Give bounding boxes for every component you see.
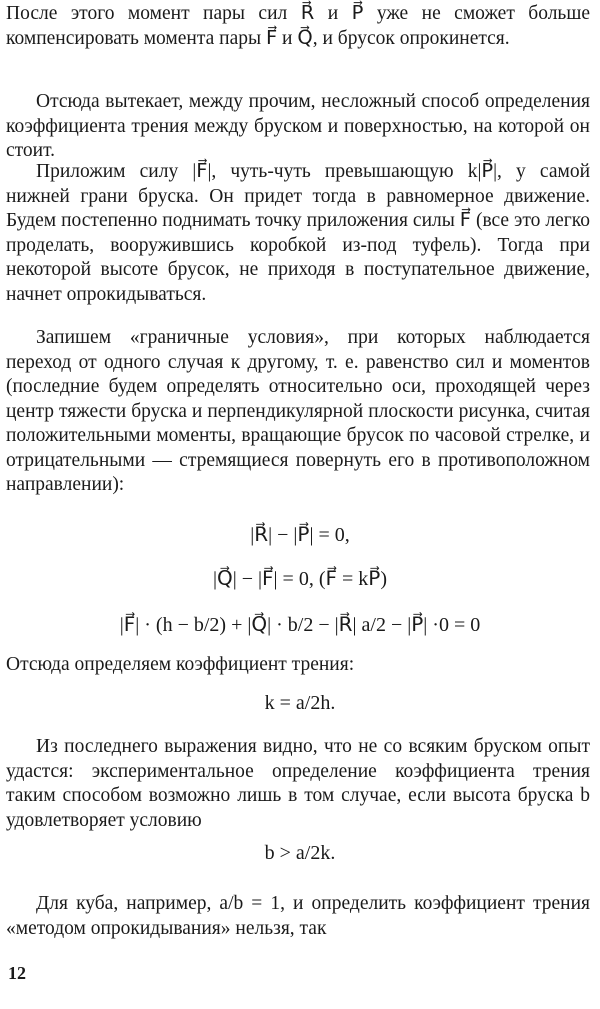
paragraph-4: Запишем «граничные условия», при которых наблюдается переход от одного случая к другому, т. е. равенство сил и моментов (последние будем определять относительно оси, проходящей через центр тяжести бруска и перпендикулярной плоскости рисунка, считая положительными моменты, вращающие брусок по часовой стрелке, и отрицательными — стремящиеся повернуть его в противоположном направлении): bbox=[6, 327, 590, 495]
paragraph-5: Отсюда определяем коэффициент трения: bbox=[6, 654, 355, 675]
equation-moments: |F⃗| · (h − b/2) + |Q⃗| · b/2 − |R⃗| a/2 − |P⃗| ·0 = 0 bbox=[119, 614, 481, 636]
equation-forces-vertical: |Q⃗| − |F⃗| = 0, (F⃗ = kP⃗) bbox=[213, 568, 387, 590]
paragraph-3: Приложим силу |F⃗|, чуть-чуть превышающую k|P⃗|, у самой нижней грани бруска. Он придет тогда в равномерное движение. Будем постепенно поднимать точку приложения силы F⃗ (все это легко проделать, вооружившись коробкой из-под туфель). Тогда при некоторой высоте брусок, не приходя в поступательное движение, начнет опрокидываться. bbox=[6, 161, 590, 305]
paragraph-2: Отсюда вытекает, между прочим, несложный способ определения коэффициента трения между бруском и поверхностью, на которой он стоит. bbox=[6, 91, 590, 161]
page-number: 12 bbox=[8, 963, 26, 983]
paragraph-7: Для куба, например, a/b = 1, и определить коэффициент трения «методом опрокидывания» нельзя, так bbox=[6, 893, 590, 939]
paragraph-1: После этого момент пары сил R⃗ и P⃗ уже не сможет больше компенсировать момента пары F⃗ и Q⃗, и брусок опрокинется. bbox=[6, 3, 590, 49]
equation-forces-horizontal: |R⃗| − |P⃗| = 0, bbox=[250, 524, 350, 546]
paragraph-6: Из последнего выражения видно, что не со всяким бруском опыт удастся: экспериментальное определение коэффициента трения таким способом возможно лишь в том случае, если высота бруска b удовлетворяет условию bbox=[6, 736, 590, 831]
equation-friction-coefficient: k = a/2h. bbox=[264, 692, 336, 714]
equation-condition: b > a/2k. bbox=[264, 842, 336, 864]
